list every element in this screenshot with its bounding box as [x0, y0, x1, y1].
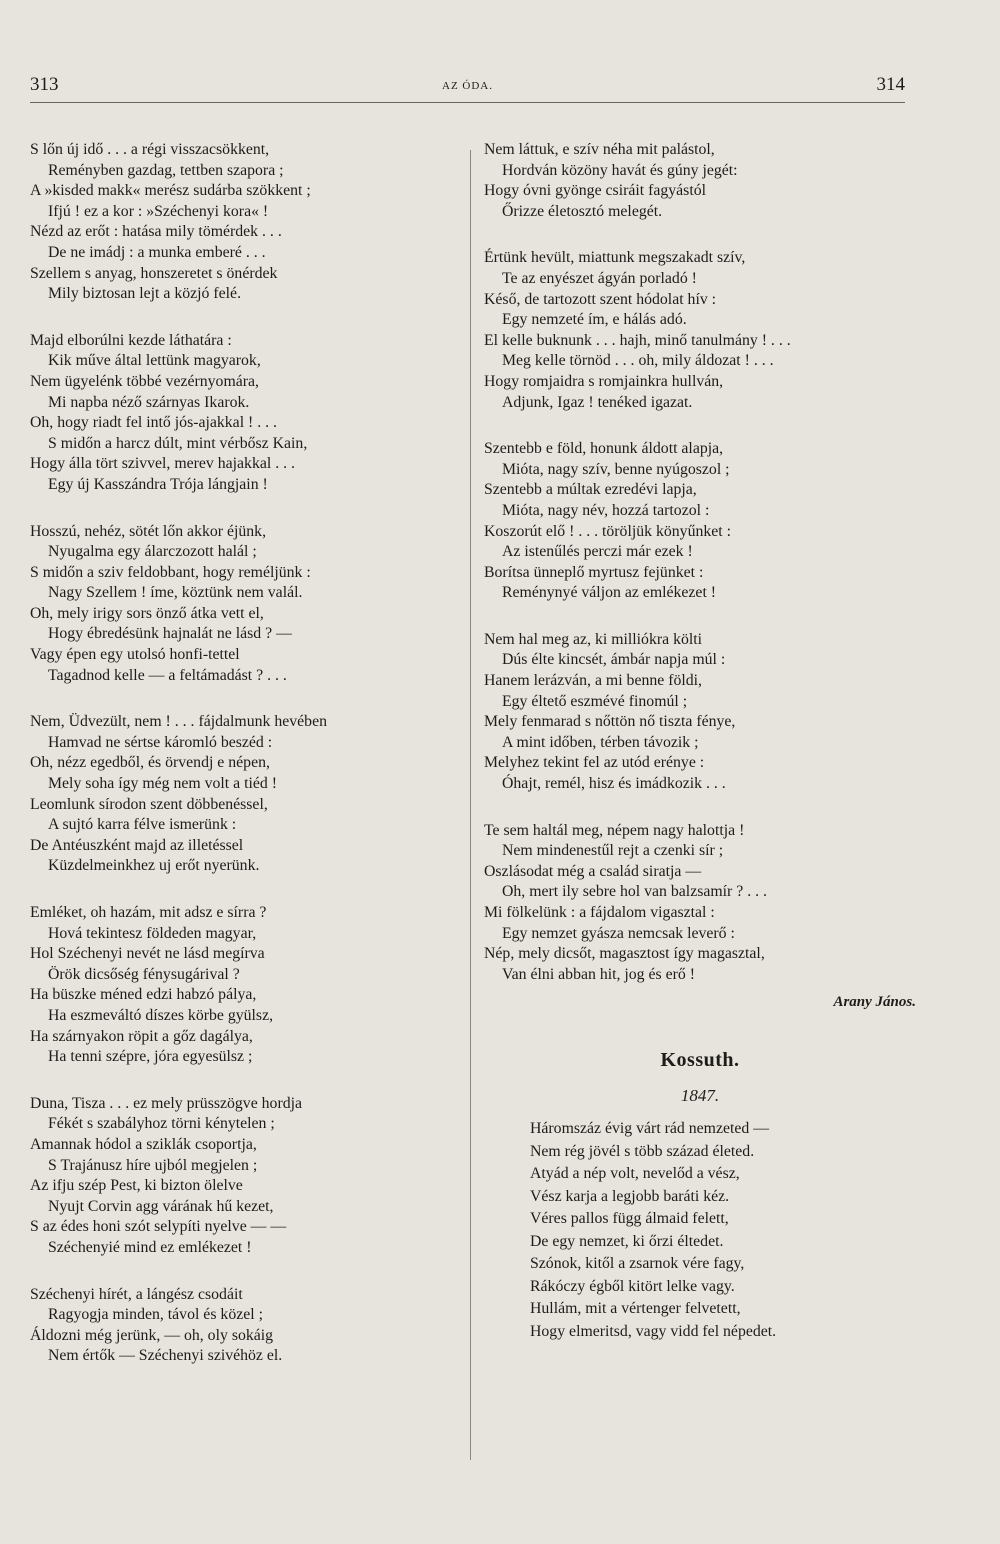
verse-line: Egy nemzeté ím, e hálás adó. — [502, 311, 687, 329]
verse-line: Véres pallos függ álmaid felett, — [530, 1210, 729, 1228]
poem-year: 1847. — [680, 1086, 720, 1106]
verse-line: Nem mindenestűl rejt a czenki sír ; — [502, 842, 724, 860]
verse-line: Ha eszmeváltó díszes körbe gyülsz, — [48, 1006, 274, 1024]
verse-line: El kelle buknunk . . . hajh, minő tanulmány ! . . . — [484, 331, 791, 349]
verse-line: Őrizze életosztó melegét. — [502, 202, 663, 220]
stanza — [484, 439, 916, 604]
verse-line: Oh, hogy riadt fel intő jós-ajakkal ! . . . — [30, 414, 277, 432]
right-stanzas — [484, 140, 916, 985]
verse-line: Van élni abban hit, jog és erő ! — [502, 965, 696, 983]
verse-line: De Antéuszként majd az illetéssel — [30, 836, 244, 854]
verse-line: Szentebb a múltak ezredévi lapja, — [484, 481, 697, 499]
verse-line: Melyhez tekint fel az utód erénye : — [484, 754, 705, 772]
stanza — [30, 140, 462, 305]
verse-line: Atyád a nép volt, nevelőd a vész, — [530, 1165, 740, 1183]
verse-line: Hogy elmeritsd, vagy vidd fel népedet. — [530, 1322, 777, 1340]
running-title: AZ ÓDA. — [442, 80, 493, 92]
stanza — [484, 248, 916, 413]
verse-line: Reménynyé váljon az emlékezet ! — [502, 584, 717, 602]
verse-line: Nem hal meg az, ki milliókra költi — [484, 630, 703, 648]
verse-line: Mi fölkelünk : a fájdalom vigasztal : — [484, 904, 715, 921]
verse-line: A sujtó karra félve ismerünk : — [48, 816, 237, 834]
stanza — [484, 140, 916, 222]
stanza — [30, 712, 462, 877]
stanza — [30, 1285, 462, 1367]
column-divider — [470, 150, 471, 1460]
verse-line: Mi napba néző szárnyas Ikarok. — [48, 393, 250, 411]
verse-line: Hogy romjaidra s romjainkra hullván, — [484, 372, 724, 390]
verse-line: Hamvad ne sértse káromló beszéd : — [48, 733, 273, 751]
verse-line: S az édes honi szót selypíti nyelve — — — [30, 1218, 287, 1236]
verse-line: Meg kelle törnöd . . . oh, mily áldozat ! . . . — [502, 352, 774, 370]
verse-line: Széchenyi hírét, a lángész csodáit — [30, 1285, 243, 1303]
verse-line: Hullám, mit a vértenger felvetett, — [530, 1300, 741, 1318]
verse-line: Rákóczy égből kitört lelke vagy. — [530, 1277, 735, 1295]
verse-line: Mely soha így még nem volt a tiéd ! — [48, 775, 278, 793]
verse-line: Nézd az erőt : hatása mily tömérdek . . . — [30, 223, 282, 241]
verse-line: S Trajánusz híre ujból megjelen ; — [48, 1156, 258, 1174]
verse-line: Kik műve által lettünk magyarok, — [48, 352, 261, 370]
verse-line: Egy nemzet gyásza nemcsak leverő : — [502, 924, 735, 942]
verse-line: Háromszáz évig várt rád nemzeted — — [530, 1120, 770, 1138]
verse-line: Hosszú, nehéz, sötét lőn akkor éjünk, — [30, 522, 267, 540]
page-number-left: 313 — [30, 74, 59, 95]
verse-line: Nem láttuk, e szív néha mit palástol, — [484, 141, 715, 158]
verse-line: Dús élte kincsét, ámbár napja múl : — [502, 651, 726, 669]
verse-line: Vagy épen egy utolsó honfi-tettel — [30, 646, 240, 664]
verse-line: Borítsa ünneplő myrtusz fejünket : — [484, 563, 704, 581]
stanza — [30, 522, 462, 687]
verse-line: Oszlásodat még a család siratja — — [484, 862, 702, 880]
verse-line: Késő, de tartozott szent hódolat hív : — [484, 290, 717, 308]
verse-line: Óhajt, remél, hisz és imádkozik . . . — [502, 775, 726, 793]
right-column — [484, 140, 916, 1369]
verse-line: S midőn a harcz dúlt, mint vérbősz Kain, — [48, 434, 308, 452]
verse-line: Egy éltető eszmévé finomúl ; — [502, 692, 688, 710]
verse-line: Értünk hevült, miattunk megszakadt szív, — [484, 249, 746, 267]
verse-line: Széchenyié mind ez emlékezet ! — [48, 1238, 252, 1256]
verse-line: Ifjú ! ez a kor : »Széchenyi kora« ! — [48, 202, 269, 220]
verse-line: Tagadnod kelle — a feltámadást ? . . . — [48, 666, 287, 684]
stanza — [484, 821, 916, 986]
verse-line: Majd elborúlni kezde láthatára : — [30, 331, 232, 349]
verse-line: S midőn a sziv feldobbant, hogy reméljünk : — [30, 563, 311, 581]
verse-line: S lőn új idő . . . a régi visszacsökkent, — [30, 141, 270, 158]
poem-title-kossuth: Kossuth. — [660, 1049, 740, 1072]
verse-line: Áldozni még jerünk, — oh, oly sokáig — [30, 1326, 274, 1344]
verse-line: Duna, Tisza . . . ez mely prüsszögve hordja — [30, 1094, 303, 1112]
verse-line: Nem, Üdvezült, nem ! . . . fájdalmunk hevében — [30, 713, 327, 731]
verse-line: Nyujt Corvin agg várának hű kezet, — [48, 1197, 274, 1215]
verse-line: Az ifju szép Pest, ki bizton ölelve — [30, 1177, 243, 1195]
verse-line: Hogy ébredésünk hajnalát ne lásd ? — — [48, 625, 292, 643]
verse-line: Fékét s szabályhoz törni kénytelen ; — [48, 1115, 275, 1133]
verse-line: Nem értők — Széchenyi szivéhöz el. — [48, 1347, 283, 1365]
verse-line: Mióta, nagy név, hozzá tartozol : — [502, 501, 710, 519]
verse-line: Hogy óvni gyönge csiráit fagyástól — [484, 182, 706, 200]
verse-line: Koszorút elő ! . . . töröljük könyűnket : — [484, 522, 732, 540]
verse-line: Nem ügyelénk többé vezérnyomára, — [30, 372, 259, 390]
verse-line: Szónok, kitől a zsarnok vére fagy, — [530, 1255, 745, 1273]
stanza — [30, 903, 462, 1068]
verse-line: Mely fenmarad s nőttön nő tiszta fénye, — [484, 713, 736, 731]
verse-line: Hanem lerázván, a mi benne földi, — [484, 672, 702, 690]
verse-line: Szentebb e föld, honunk áldott alapja, — [484, 440, 724, 458]
verse-line: Mily biztosan lejt a közjó felé. — [48, 285, 242, 303]
verse-line: Reményben gazdag, tettben szapora ; — [48, 161, 284, 179]
verse-line: Szellem s anyag, honszeretet s önérdek — [30, 264, 278, 282]
verse-line: Ha szárnyakon röpit a gőz dagálya, — [30, 1027, 253, 1045]
verse-line: A mint időben, térben távozik ; — [502, 733, 699, 751]
verse-line: Ha tenni szépre, jóra egyesülsz ; — [48, 1048, 253, 1066]
verse-line: Nyugalma egy álarczozott halál ; — [48, 543, 257, 561]
stanza — [30, 331, 462, 496]
verse-line: Küzdelmeinkhez uj erőt nyerünk. — [48, 857, 260, 875]
verse-line: Az istenűlés perczi már ezek ! — [502, 543, 693, 561]
verse-line: A »kisded makk« merész sudárba szökkent ; — [30, 182, 311, 200]
verse-line: Nagy Szellem ! íme, köztünk nem valál. — [48, 584, 303, 602]
verse-line: Hordván közöny havát és gúny jegét: — [502, 161, 738, 179]
verse-line: Te sem haltál meg, népem nagy halottja ! — [484, 821, 745, 839]
verse-line: Hová tekintesz földeden magyar, — [48, 924, 257, 942]
left-column — [30, 140, 462, 1393]
poem-author: Arany János. — [833, 994, 916, 1011]
verse-line: Hol Széchenyi nevét ne lásd megírva — [30, 945, 265, 963]
kossuth-stanza — [484, 1118, 916, 1343]
verse-line: Ragyogja minden, távol és közel ; — [48, 1306, 263, 1324]
verse-line: Ha büszke méned edzi habzó pálya, — [30, 986, 257, 1004]
verse-line: Oh, mely irigy sors önző átka vett el, — [30, 604, 264, 622]
verse-line: Oh, nézz egedből, és örvendj e népen, — [30, 754, 270, 772]
verse-line: Adjunk, Igaz ! tenéked igazat. — [502, 393, 693, 411]
verse-line: Emléket, oh hazám, mit adsz e sírra ? — [30, 904, 267, 921]
verse-line: Vész karja a legjobb baráti kéz. — [530, 1187, 730, 1205]
verse-line: Hogy álla tört szivvel, merev hajakkal . . . — [30, 455, 295, 473]
verse-line: Amannak hódol a sziklák csoportja, — [30, 1135, 257, 1153]
page-number-right: 314 — [876, 74, 905, 95]
verse-line: Nem rég jövél s több század életed. — [530, 1142, 755, 1160]
verse-line: Oh, mert ily sebre hol van balzsamír ? . . . — [502, 883, 767, 901]
page-header — [30, 66, 905, 103]
verse-line: De ne imádj : a munka emberé . . . — [48, 243, 266, 261]
stanza — [484, 630, 916, 795]
verse-line: Mióta, nagy szív, benne nyúgoszol ; — [502, 460, 730, 478]
stanza — [30, 1094, 462, 1259]
verse-line: De egy nemzet, ki őrzi éltedet. — [530, 1232, 724, 1250]
verse-line: Egy új Kasszándra Trója lángjain ! — [48, 475, 268, 493]
verse-line: Örök dicsőség fénysugárival ? — [48, 965, 240, 983]
verse-line: Te az enyészet ágyán porladó ! — [502, 269, 697, 287]
verse-line: Leomlunk sírodon szent döbbenéssel, — [30, 795, 268, 813]
verse-line: Nép, mely dicsőt, magasztost így magasztal, — [484, 945, 765, 963]
